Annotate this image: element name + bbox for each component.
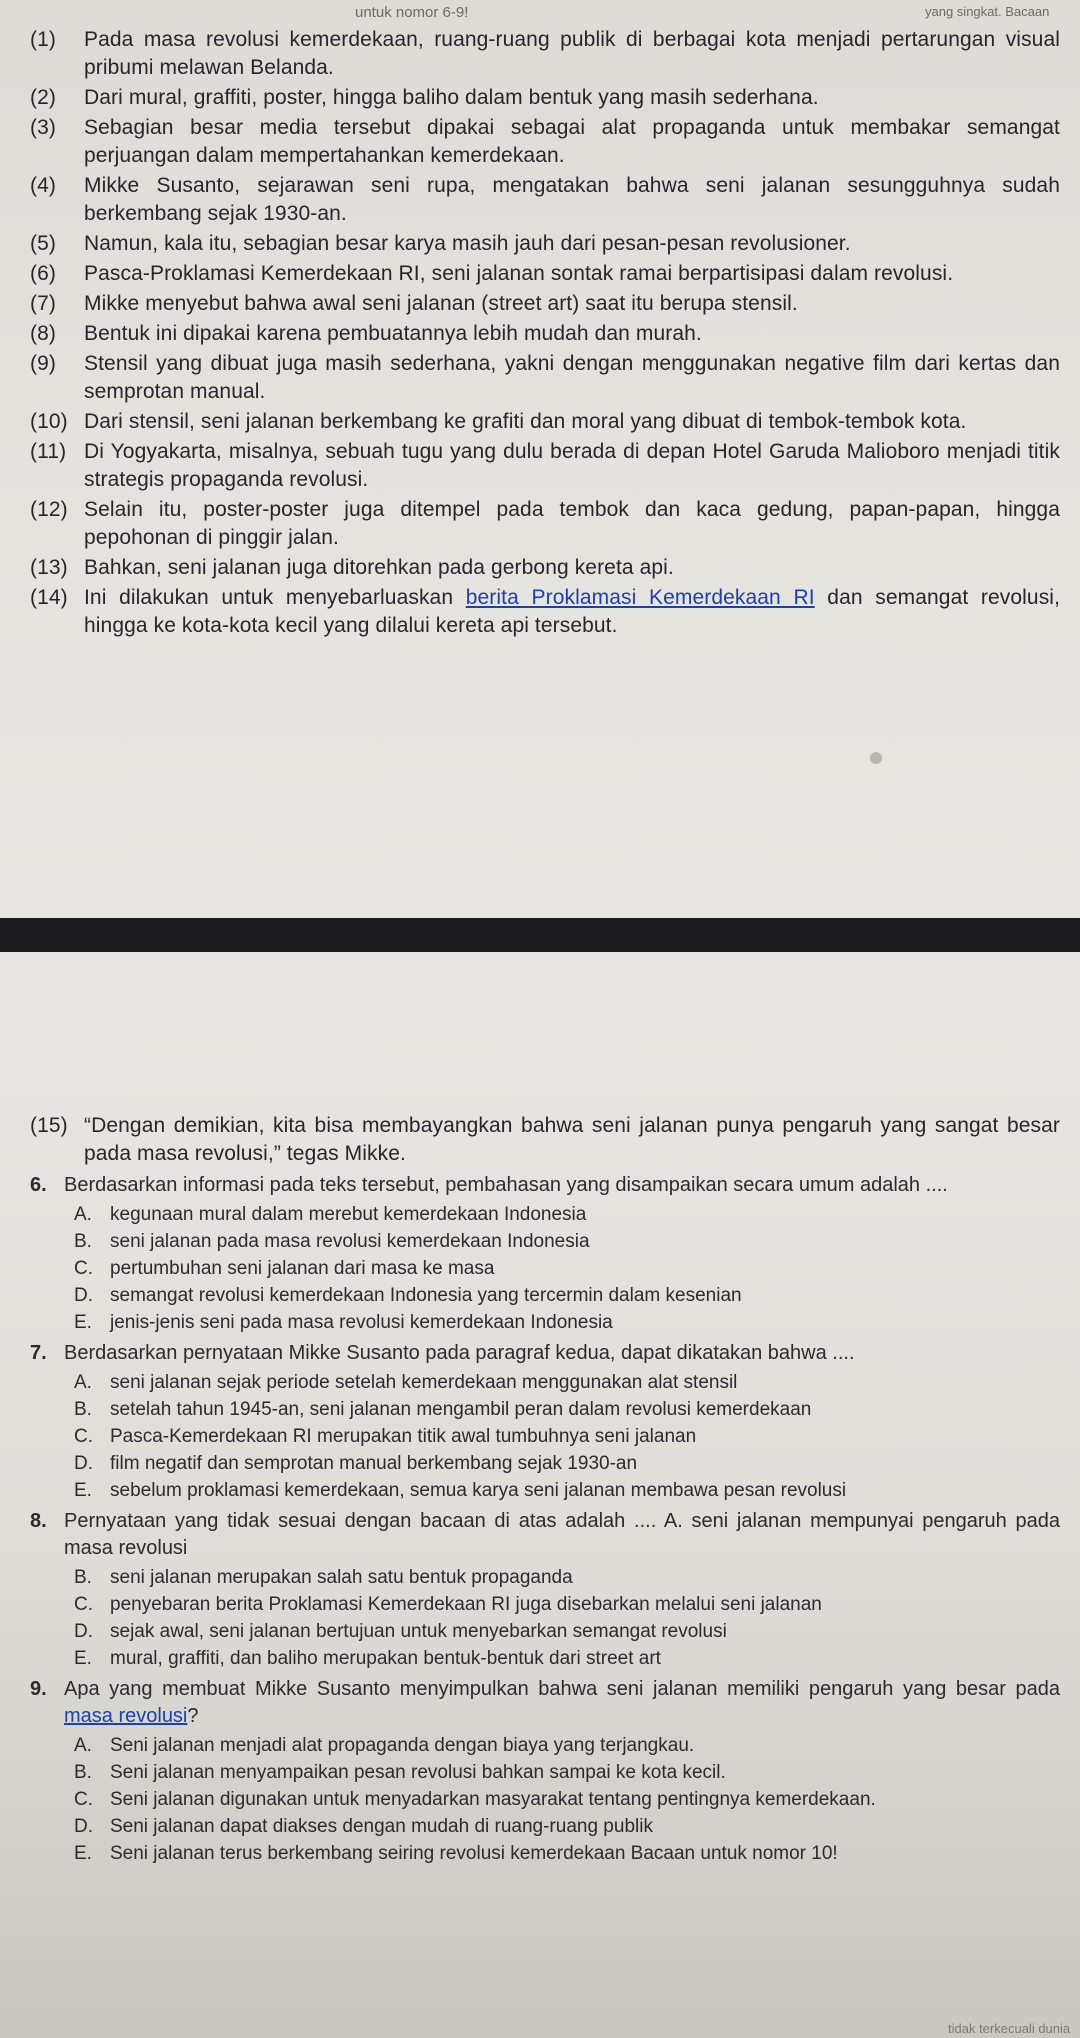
option-letter: A. [74, 1204, 92, 1225]
header-instruction: untuk nomor 6-9! [355, 4, 469, 21]
paragraph-text: Dari stensil, seni jalanan berkembang ke grafiti dan moral yang dibuat di tembok-tembok kota. [84, 410, 967, 433]
bottom-note: tidak terkecuali dunia [948, 2021, 1071, 2036]
paragraph-5 [30, 230, 1060, 258]
option-text: seni jalanan pada masa revolusi kemerdekaan Indonesia [110, 1231, 590, 1252]
option-text: seni jalanan sejak periode setelah kemerdekaan menggunakan alat stensil [110, 1372, 738, 1393]
paragraph-text [84, 584, 1060, 640]
question-text-before: Apa yang membuat Mikke Susanto menyimpulkan bahwa seni jalanan memiliki pengaruh yang besar pada [64, 1678, 1060, 1700]
answer-option[interactable] [74, 1645, 1060, 1672]
answer-option[interactable] [74, 1396, 1060, 1423]
p14-after: dan semangat revolusi, hingga ke kota-kota kecil yang dilalui kereta api tersebut. [84, 586, 1061, 637]
page-header [30, 4, 1060, 26]
question-text: Berdasarkan pernyataan Mikke Susanto pada paragraf kedua, dapat dikatakan bahwa .... [64, 1342, 855, 1364]
paragraph-number: (10) [30, 410, 68, 433]
question-text: Pernyataan yang tidak sesuai dengan bacaan di atas adalah .... A. seni jalanan mempunyai pengaruh pada masa revolusi [64, 1510, 1060, 1559]
paragraph-1 [30, 26, 1060, 82]
option-letter: C. [74, 1258, 93, 1279]
answer-option[interactable] [74, 1228, 1060, 1255]
paragraph-text: Pada masa revolusi kemerdekaan, ruang-ruang publik di berbagai kota menjadi pertarungan visual pribumi melawan Belanda. [84, 28, 1060, 79]
question-text-after: ? [187, 1705, 199, 1727]
option-letter: D. [74, 1816, 93, 1837]
paragraph-text: “Dengan demikian, kita bisa membayangkan bahwa seni jalanan punya pengaruh yang sangat besar pada masa revolusi,” tegas Mikke. [84, 1114, 1060, 1165]
option-letter: D. [74, 1453, 93, 1474]
header-fragment: yang singkat. Bacaan [925, 4, 1050, 19]
paragraph-number: (8) [30, 322, 56, 345]
passage-top [30, 26, 1060, 582]
paragraph-8 [30, 320, 1060, 348]
paragraph-2 [30, 84, 1060, 112]
option-letter: C. [74, 1789, 93, 1810]
paragraph-text: Bentuk ini dipakai karena pembuatannya lebih mudah dan murah. [84, 322, 702, 345]
p14-link[interactable]: berita Proklamasi Kemerdekaan RI [465, 586, 815, 609]
paragraph-4 [30, 172, 1060, 228]
paragraph-number: (11) [30, 440, 67, 463]
option-text: Seni jalanan menyampaikan pesan revolusi bahkan sampai ke kota kecil. [110, 1762, 726, 1783]
option-text: seni jalanan merupakan salah satu bentuk propaganda [110, 1567, 573, 1588]
answer-option[interactable] [74, 1618, 1060, 1645]
paragraph-9 [30, 350, 1060, 406]
paragraph-text: Mikke menyebut bahwa awal seni jalanan (street art) saat itu berupa stensil. [84, 292, 798, 315]
answer-option[interactable] [74, 1423, 1060, 1450]
answer-option[interactable] [74, 1450, 1060, 1477]
answer-option[interactable] [74, 1282, 1060, 1309]
question-9 [30, 1676, 1060, 1730]
paragraph-text: Namun, kala itu, sebagian besar karya masih jauh dari pesan-pesan revolusioner. [84, 232, 851, 255]
option-text: Seni jalanan menjadi alat propaganda dengan biaya yang terjangkau. [110, 1735, 695, 1756]
paragraph-14 [30, 584, 1060, 640]
option-letter: C. [74, 1594, 93, 1615]
question-number: 9. [30, 1678, 47, 1700]
paragraph-7 [30, 290, 1060, 318]
question-7 [30, 1340, 1060, 1367]
question-number: 6. [30, 1174, 47, 1196]
answer-option[interactable] [74, 1591, 1060, 1618]
questions [30, 1172, 1060, 1867]
paper-speck [870, 752, 882, 764]
option-text: Seni jalanan digunakan untuk menyadarkan masyarakat tentang pentingnya kemerdekaan. [110, 1789, 876, 1810]
answer-option[interactable] [74, 1309, 1060, 1336]
paragraph-text: Pasca-Proklamasi Kemerdekaan RI, seni jalanan sontak ramai berpartisipasi dalam revolusi. [84, 262, 954, 285]
option-letter: A. [74, 1372, 92, 1393]
question-8 [30, 1508, 1060, 1562]
paragraph-number: (7) [30, 292, 56, 315]
option-text: jenis-jenis seni pada masa revolusi kemerdekaan Indonesia [110, 1312, 613, 1333]
page-gap [0, 918, 1080, 952]
answer-option[interactable] [74, 1564, 1060, 1591]
option-letter: B. [74, 1399, 92, 1420]
option-letter: B. [74, 1567, 92, 1588]
question-number: 8. [30, 1510, 47, 1532]
option-letter: E. [74, 1648, 92, 1669]
paragraph-number: (6) [30, 262, 56, 285]
paragraph-text: Dari mural, graffiti, poster, hingga baliho dalam bentuk yang masih sederhana. [84, 86, 819, 109]
answer-option[interactable] [74, 1255, 1060, 1282]
paragraph-text: Selain itu, poster-poster juga ditempel pada tembok dan kaca gedung, papan-papan, hingga pepohonan di pinggir jalan. [84, 498, 1060, 549]
question-number: 7. [30, 1342, 47, 1364]
option-text: sejak awal, seni jalanan bertujuan untuk menyebarkan semangat revolusi [110, 1621, 727, 1642]
paragraph-number: (15) [30, 1114, 68, 1137]
option-letter: C. [74, 1426, 93, 1447]
option-text: penyebaran berita Proklamasi Kemerdekaan RI juga disebarkan melalui seni jalanan [110, 1594, 822, 1615]
p14-before: Ini dilakukan untuk menyebarluaskan [84, 586, 466, 609]
paragraph-15 [30, 1112, 1060, 1168]
paragraph-number: (1) [30, 28, 56, 51]
paragraph-11 [30, 438, 1060, 494]
answer-option[interactable] [74, 1813, 1060, 1840]
answer-option[interactable] [74, 1759, 1060, 1786]
question-6 [30, 1172, 1060, 1199]
option-text: semangat revolusi kemerdekaan Indonesia yang tercermin dalam kesenian [110, 1285, 742, 1306]
paragraph-number: (5) [30, 232, 56, 255]
option-text: Pasca-Kemerdekaan RI merupakan titik awal tumbuhnya seni jalanan [110, 1426, 697, 1447]
option-letter: B. [74, 1762, 92, 1783]
option-letter: B. [74, 1231, 92, 1252]
answer-option[interactable] [74, 1786, 1060, 1813]
paragraph-10 [30, 408, 1060, 436]
paragraph-number: (2) [30, 86, 56, 109]
answer-option[interactable] [74, 1369, 1060, 1396]
option-text: kegunaan mural dalam merebut kemerdekaan Indonesia [110, 1204, 587, 1225]
option-text: mural, graffiti, dan baliho merupakan bentuk-bentuk dari street art [110, 1648, 661, 1669]
option-text: setelah tahun 1945-an, seni jalanan mengambil peran dalam revolusi kemerdekaan [110, 1399, 812, 1420]
question-text [64, 1676, 1060, 1730]
paragraph-number: (9) [30, 352, 56, 375]
paragraph-13 [30, 554, 1060, 582]
paragraph-number: (12) [30, 498, 68, 521]
paragraph-6 [30, 260, 1060, 288]
paragraph-text: Di Yogyakarta, misalnya, sebuah tugu yang dulu berada di depan Hotel Garuda Malioboro menjadi titik strategis propaganda revolusi. [84, 440, 1060, 491]
answer-option[interactable] [74, 1732, 1060, 1759]
answer-option[interactable] [74, 1477, 1060, 1504]
paragraph-text: Sebagian besar media tersebut dipakai sebagai alat propaganda untuk membakar semangat perjuangan dalam mempertahankan kemerdekaan. [84, 116, 1060, 167]
paragraph-text: Bahkan, seni jalanan juga ditorehkan pada gerbong kereta api. [84, 556, 674, 579]
option-letter: A. [74, 1735, 92, 1756]
option-letter: E. [74, 1312, 92, 1333]
paragraph-text: Mikke Susanto, sejarawan seni rupa, mengatakan bahwa seni jalanan sesungguhnya sudah berkembang sejak 1930-an. [84, 174, 1060, 225]
option-letter: D. [74, 1285, 93, 1306]
option-text: pertumbuhan seni jalanan dari masa ke masa [110, 1258, 495, 1279]
paragraph-3 [30, 114, 1060, 170]
top-page [0, 0, 1080, 918]
option-letter: E. [74, 1480, 92, 1501]
option-text: Seni jalanan dapat diakses dengan mudah di ruang-ruang publik [110, 1816, 653, 1837]
answer-option[interactable] [74, 1201, 1060, 1228]
paragraph-number: (13) [30, 556, 68, 579]
paragraph-number: (3) [30, 116, 56, 139]
option-letter: D. [74, 1621, 93, 1642]
option-letter: E. [74, 1843, 92, 1864]
paragraph-12 [30, 496, 1060, 552]
option-text: sebelum proklamasi kemerdekaan, semua karya seni jalanan membawa pesan revolusi [110, 1480, 847, 1501]
answer-option[interactable] [74, 1840, 1060, 1867]
question-text: Berdasarkan informasi pada teks tersebut, pembahasan yang disampaikan secara umum adalah .... [64, 1174, 948, 1196]
blank-area [30, 642, 1060, 772]
option-text: Seni jalanan terus berkembang seiring revolusi kemerdekaan Bacaan untuk nomor 10! [110, 1843, 838, 1864]
bottom-page [0, 952, 1080, 2038]
blank-top [30, 952, 1060, 1112]
option-text: film negatif dan semprotan manual berkembang sejak 1930-an [110, 1453, 638, 1474]
question-link[interactable]: masa revolusi [64, 1705, 188, 1727]
paragraph-text: Stensil yang dibuat juga masih sederhana, yakni dengan menggunakan negative film dari kertas dan semprotan manual. [84, 352, 1060, 403]
paragraph-number: (4) [30, 174, 56, 197]
paragraph-number: (14) [30, 586, 68, 609]
